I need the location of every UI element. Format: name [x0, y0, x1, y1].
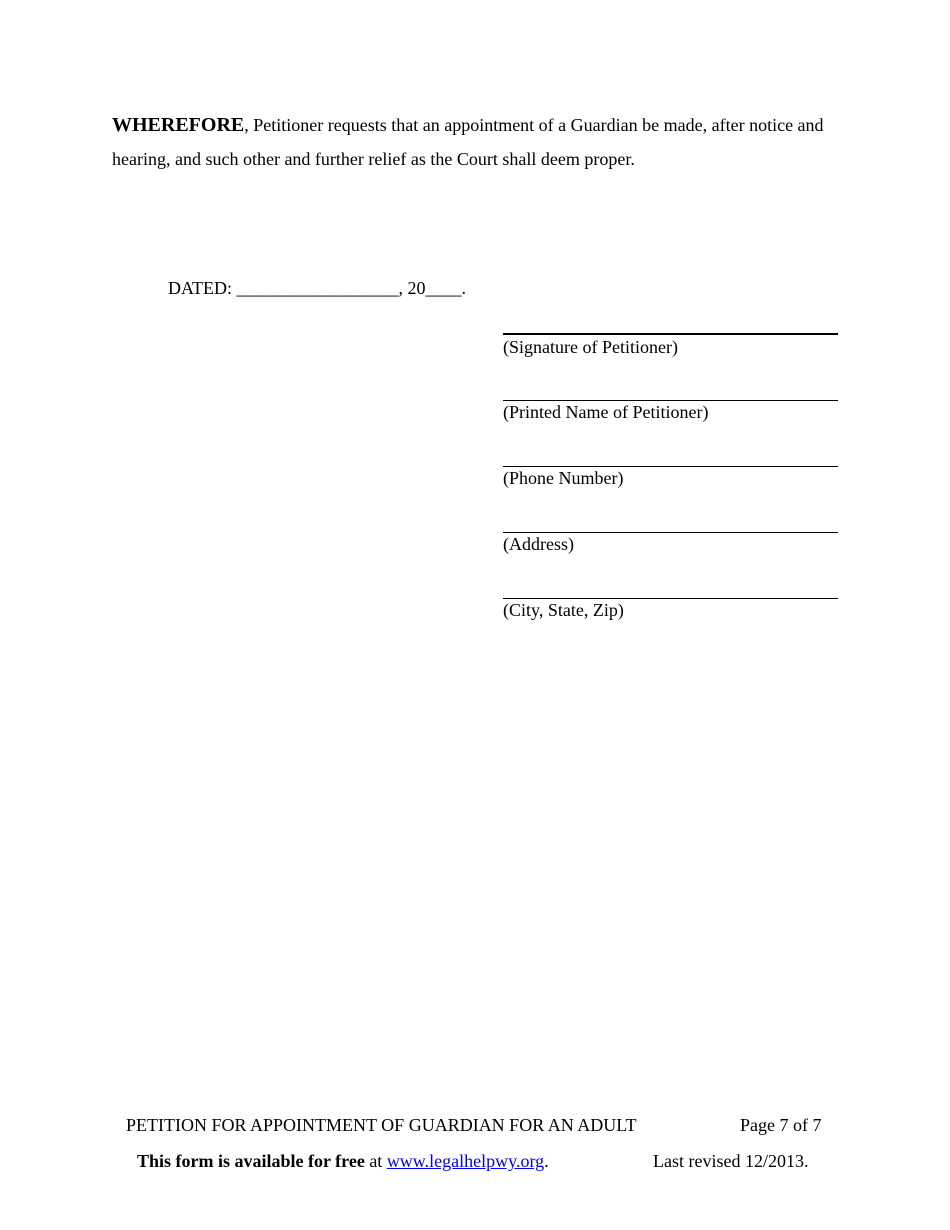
city-state-zip-line[interactable]	[503, 598, 838, 599]
footer-revised-date: Last revised 12/2013.	[653, 1151, 809, 1171]
phone-label: (Phone Number)	[503, 468, 624, 488]
signature-label: (Signature of Petitioner)	[503, 337, 678, 357]
footer-page-number: Page 7 of 7	[740, 1115, 822, 1135]
city-state-zip-label: (City, State, Zip)	[503, 600, 624, 620]
phone-line[interactable]	[503, 466, 838, 467]
request-text: , Petitioner requests that an appointment of a Guardian be made, after notice and hearing, and such other and further relief as the Court shall deem proper.	[112, 115, 824, 169]
footer-at-text: at	[364, 1151, 387, 1171]
footer-free-text: This form is available for free	[137, 1151, 365, 1171]
footer-form-title: PETITION FOR APPOINTMENT OF GUARDIAN FOR AN ADULT	[126, 1115, 637, 1135]
footer-period: .	[544, 1151, 549, 1171]
footer-availability	[137, 1151, 549, 1172]
printed-name-line[interactable]	[503, 400, 838, 401]
footer-website-link[interactable]: www.legalhelpwy.org	[386, 1151, 545, 1171]
printed-name-label: (Printed Name of Petitioner)	[503, 402, 709, 422]
wherefore-heading: WHEREFORE	[112, 114, 245, 136]
address-label: (Address)	[503, 534, 574, 554]
dated-line[interactable]: DATED: __________________, 20____.	[168, 278, 466, 298]
signature-line[interactable]	[503, 333, 838, 335]
wherefore-paragraph	[112, 108, 842, 176]
address-line[interactable]	[503, 532, 838, 533]
